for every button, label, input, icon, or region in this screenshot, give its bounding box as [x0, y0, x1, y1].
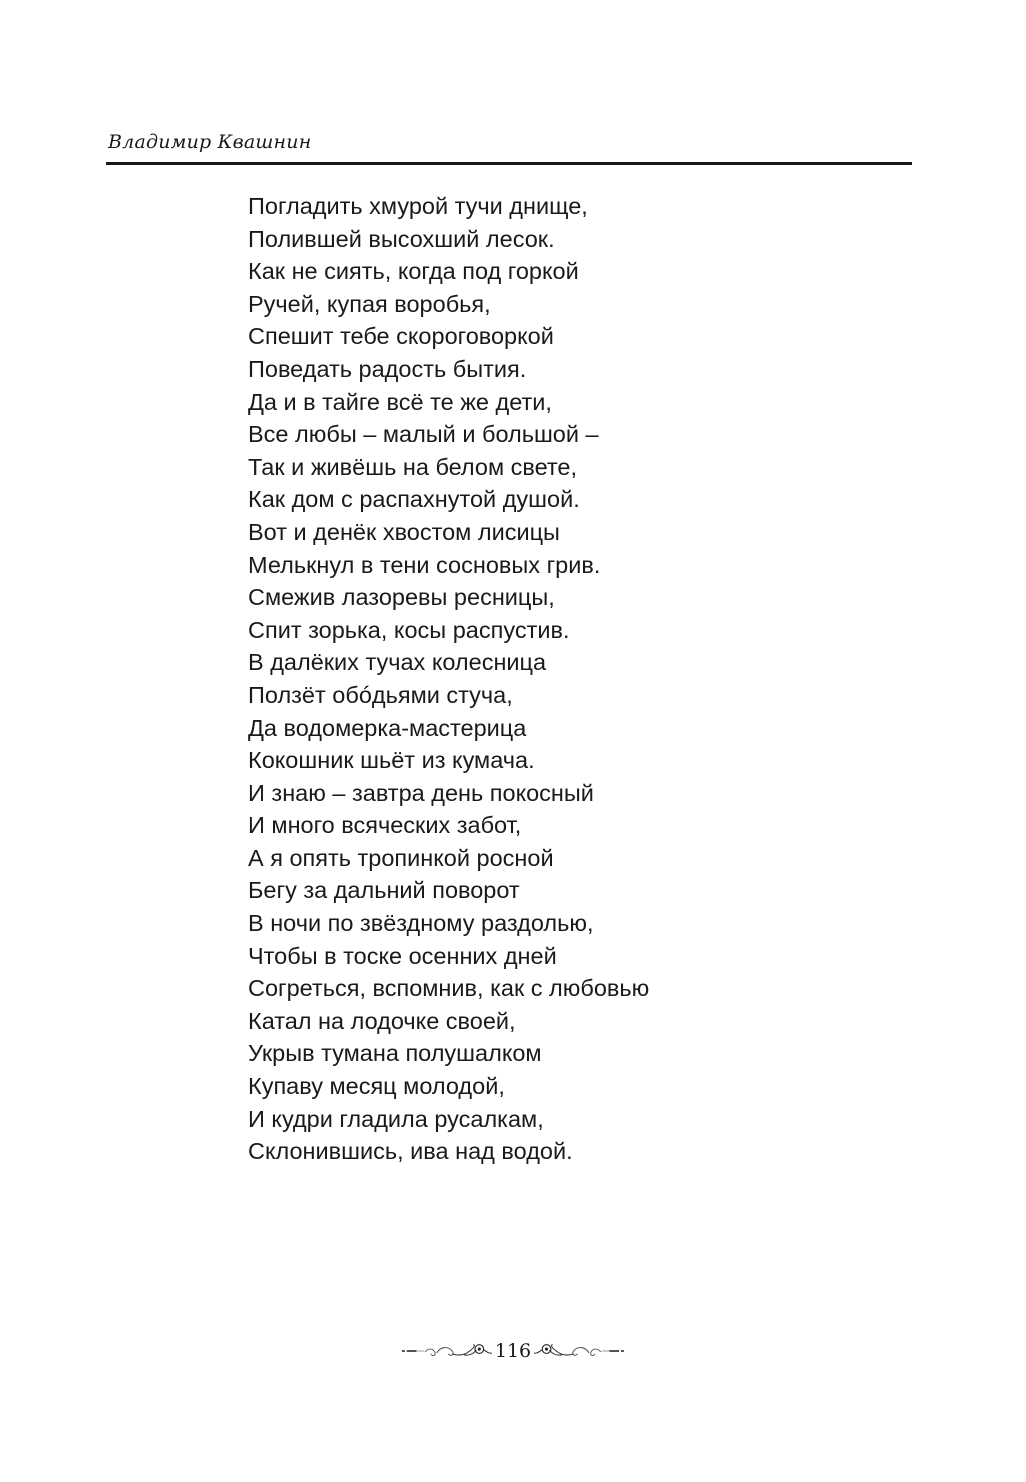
poem-line: И знаю – завтра день покосный — [248, 779, 594, 806]
poem-line: Чтобы в тоске осенних дней — [248, 942, 557, 969]
right-ornament-icon — [533, 1341, 626, 1361]
poem-line: Бегу за дальний поворот — [248, 877, 520, 904]
poem-line: Да и в тайге всё те же дети, — [248, 388, 552, 415]
poem-body — [248, 190, 649, 1168]
poem-line: В далёких тучах колесница — [248, 649, 547, 676]
running-head-author: Владимир Квашнин — [108, 131, 312, 153]
poem-line: Полившей высохший лесок. — [248, 225, 555, 252]
poem-line: Ручей, купая воробья, — [248, 290, 491, 317]
poem-line: Кокошник шьёт из кумача. — [248, 747, 535, 774]
poem-line: Укрыв тумана полушалком — [248, 1040, 542, 1067]
poem-line: Катал на лодочке своей, — [248, 1007, 516, 1034]
left-ornament-icon — [400, 1341, 493, 1361]
poem-line: И много всяческих забот, — [248, 812, 522, 839]
poem-line: Согреться, вспомнив, как с любовью — [248, 975, 650, 1002]
poem-line: Спит зорька, косы распустив. — [248, 616, 570, 643]
poem-line: Так и живёшь на белом свете, — [248, 453, 578, 480]
poem-line: И кудри гладила русалкам, — [248, 1105, 544, 1132]
poem-line: Да водомерка-мастерица — [248, 714, 527, 741]
page-number: 116 — [494, 1339, 532, 1362]
poem-line: Спешит тебе скороговоркой — [248, 323, 554, 350]
poem-line: А я опять тропинкой росной — [248, 844, 554, 871]
poem-line: Как дом с распахнутой душой. — [248, 486, 580, 513]
poem-line: Погладить хмурой тучи днище, — [248, 193, 588, 219]
poem-line: Все любы – малый и большой – — [248, 421, 599, 448]
poem-line: Мелькнул в тени сосновых грив. — [248, 551, 601, 578]
header-rule — [106, 162, 912, 165]
poem-line: Склонившись, ива над водой. — [248, 1138, 573, 1165]
poem-line: Смежив лазоревы ресницы, — [248, 584, 555, 611]
poem-line: Поведать радость бытия. — [248, 355, 527, 382]
poem-line: В ночи по звёздному раздолью, — [248, 910, 594, 937]
poem-line: Купаву месяц молодой, — [248, 1073, 505, 1100]
page-folio — [400, 1336, 626, 1366]
poem-line: Вот и денёк хвостом лисицы — [248, 518, 560, 545]
poem-line: Ползёт обóдьями стуча, — [248, 681, 513, 708]
poem-line: Как не сиять, когда под горкой — [248, 258, 579, 285]
